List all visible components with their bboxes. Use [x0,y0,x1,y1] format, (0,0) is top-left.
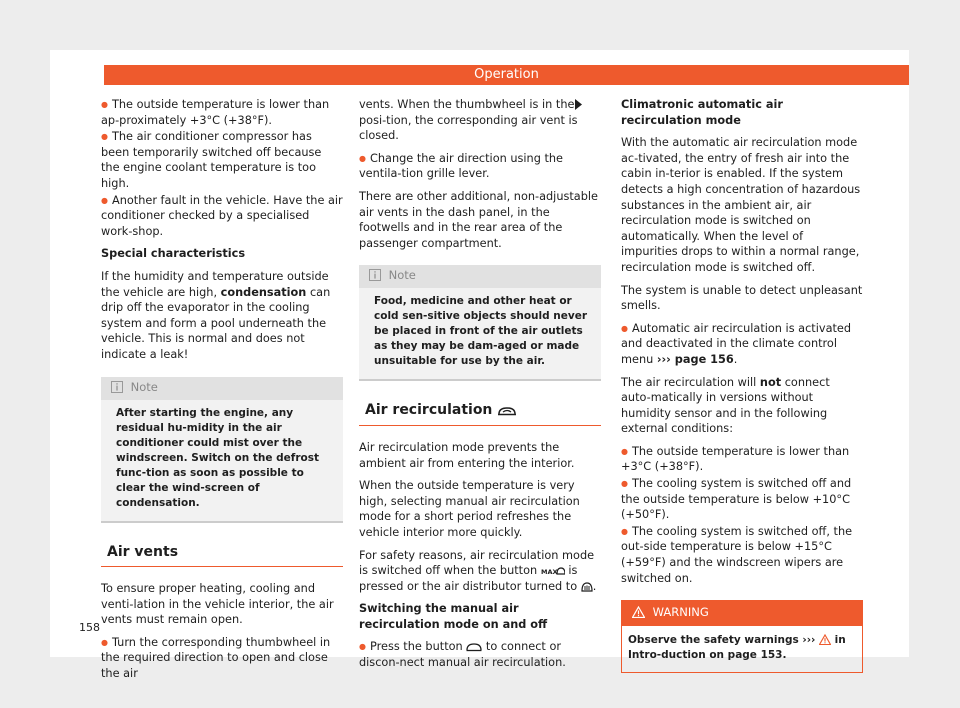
text-bold: not [759,375,782,389]
climatronic-heading: Climatronic automatic air recirculation mode [621,98,783,127]
text: Press the button [369,640,467,654]
special-heading: Special characteristics [101,247,246,261]
text: vents. When the thumbwheel is in the [359,98,575,111]
text: The air recirculation will [621,375,760,389]
recirculation-icon [497,406,517,416]
list-item: ● The outside temperature is lower than +3°C (+38°F). [621,444,863,475]
paragraph [359,97,601,144]
note-label: Note [388,268,416,283]
list-item: ● Another fault in the vehicle. Have the air conditioner checked by a specialised work-shop. [101,193,343,240]
warning-box [621,600,863,673]
windscreen-icon [581,582,593,592]
note-label: Note [130,379,158,394]
text: in Intro-duction on page 153. [628,634,846,662]
text: If the humidity and temperature outside the vehicle are high, [101,269,329,299]
section-title: Air recirculation [365,402,493,419]
info-icon [111,381,123,393]
text: Automatic air recirculation is activated and deactivated in the climate control menu [621,321,852,366]
paragraph [621,375,863,437]
list-item: ● The outside temperature is lower than ap-proximately +3°C (+38°F). [101,97,343,128]
paragraph: Air recirculation mode prevents the ambient air from entering the interior. [359,440,575,470]
list-item: ● Turn the corresponding thumbwheel in the required direction to open and close the air [101,635,343,682]
text: to connect or discon-nect manual air recirculation. [359,640,566,670]
column-3 [621,97,863,673]
warning-label: WARNING [652,605,709,620]
paragraph: When the outside temperature is very high, selecting manual air recirculation mode for a short period refreshes the vehicle interior more quickly. [359,479,580,539]
paragraph: The system is unable to detect unpleasant smells. [621,283,863,313]
warning-header [622,601,862,626]
text-bold: condensation [220,285,307,299]
page-header: Operation [104,65,909,85]
note-text: After starting the engine, any residual hu-midity in the air conditioner could mist over the windscreen. Switch on the defrost func-tion as soon as possible to clear the wind-screen of condensation. [116,406,320,509]
list-item [621,321,863,368]
list-item: ● Change the air direction using the ventila-tion grille lever. [359,151,601,182]
svg-text:MAX: MAX [540,568,558,577]
list-item: ● The cooling system is switched off, the out-side temperature is below +15°C (+59°F) and the windscreen wipers are switched on. [621,524,863,586]
paragraph [359,548,601,595]
text: is pressed or the air distributor turned to [359,564,581,593]
text: Observe the safety warnings ››› [628,634,816,647]
text: . [592,579,597,593]
paragraph: To ensure proper heating, cooling and venti-lation in the vehicle interior, the air vents must remain open. [101,582,334,627]
manual-page [50,50,909,681]
text: connect auto-matically in versions without humidity sensor and in the following external conditions: [621,375,830,436]
note-header [101,377,343,400]
paragraph: With the automatic air recirculation mode ac-tivated, the entry of fresh air into the cabin in-terior is enabled. If the system detects a high concentration of hazardous substances in the ambient air, air recirculation mode is switched on automatically. When the level of impurities drops to within a normal range, recirculation mode is switched off. [621,136,861,274]
text: posi-tion, the corresponding air vent is closed. [359,113,578,143]
manual-heading: Switching the manual air recirculation mode on and off [359,602,548,631]
recirculation-icon [466,643,482,652]
max-defrost-icon [541,566,565,576]
list-item: ● The cooling system is switched off and the outside temperature is below +10°C (+50°F). [621,476,863,523]
page-link[interactable]: ››› page 156 [656,352,734,366]
text: For safety reasons, air recirculation mode is switched off when the button [359,548,595,578]
column-2 [359,97,601,678]
warning-icon [819,634,831,645]
note-header [359,265,601,288]
warning-icon [632,606,645,618]
text: . [733,352,738,366]
note-box [101,377,343,523]
section-title-row [359,399,601,426]
note-text: Food, medicine and other heat or cold sen-sitive objects should never be placed in front of the air outlets as they may be dam-aged or made unsuitable for use by the air. [374,295,588,368]
thumbwheel-arrow-icon [574,99,582,110]
text: can drip off the evaporator in the cooling system and form a pool underneath the vehicle. This is normal and does not indicate a leak! [101,285,331,361]
page-number: 158 [79,621,100,634]
list-item: ● The air conditioner compressor has been temporarily switched off because the engine coolant temperature is too high. [101,129,343,191]
column-1 [101,97,343,689]
list-item [359,639,601,670]
section-title: Air vents [101,541,343,568]
info-icon [369,269,381,281]
paragraph: There are other additional, non-adjustable air vents in the dash panel, in the footwells and in the rear area of the passenger compartment. [359,189,598,250]
note-box [359,265,601,381]
special-paragraph [101,269,343,363]
warning-text [622,626,862,672]
